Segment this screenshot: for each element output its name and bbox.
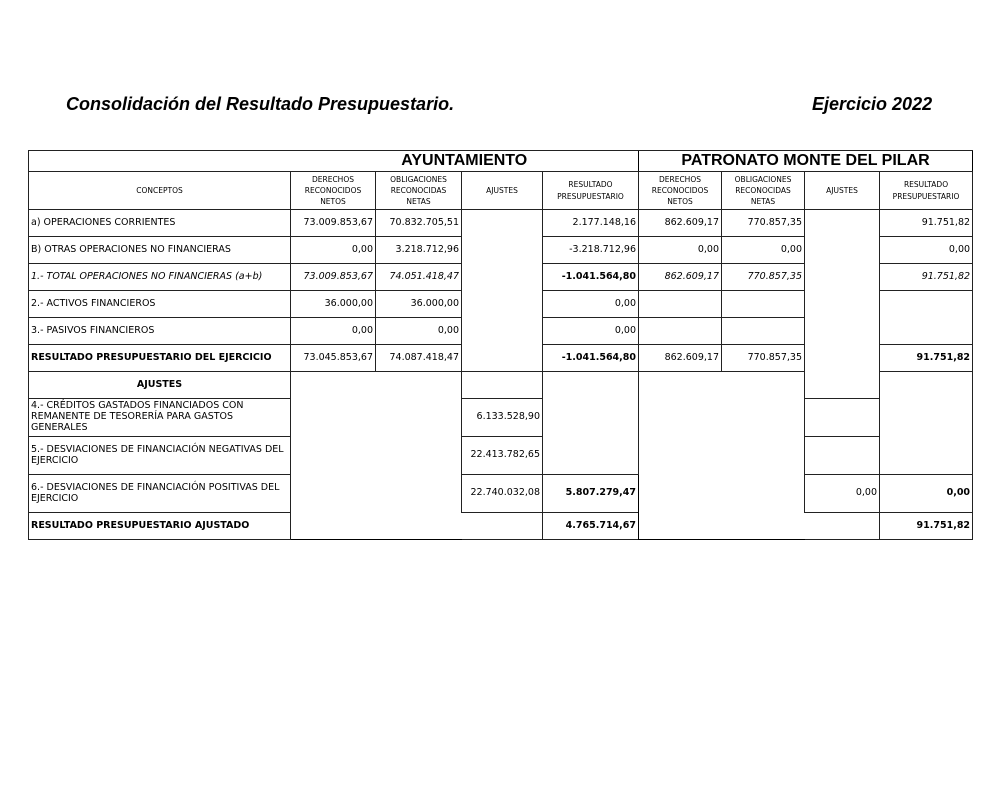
budget-result-table	[28, 150, 973, 540]
cell-empty	[722, 291, 805, 318]
table-row	[29, 475, 973, 513]
col-header-rights-patronato: DERECHOS RECONOCIDOS NETOS	[639, 172, 722, 210]
fiscal-year: Ejercicio 2022	[812, 94, 933, 114]
cell-empty	[639, 318, 722, 345]
cell-value: 862.609,17	[639, 210, 722, 237]
row-label: RESULTADO PRESUPUESTARIO AJUSTADO	[29, 513, 291, 540]
col-header-rights-ayto: DERECHOS RECONOCIDOS NETOS	[291, 172, 376, 210]
row-label: 3.- PASIVOS FINANCIEROS	[29, 318, 291, 345]
cell-value: 91.751,82	[880, 264, 973, 291]
entity-header-blank	[29, 151, 291, 172]
cell-value: 0,00	[722, 237, 805, 264]
table-row	[29, 513, 973, 540]
cell-value: 22.413.782,65	[462, 437, 543, 475]
row-label: 5.- DESVIACIONES DE FINANCIACIÓN NEGATIVAS DEL EJERCICIO	[29, 437, 291, 475]
col-header-adjustments-patronato: AJUSTES	[805, 172, 880, 210]
cell-value: 862.609,17	[639, 264, 722, 291]
row-label: 4.- CRÉDITOS GASTADOS FINANCIADOS CON REMANENTE DE TESORERÍA PARA GASTOS GENERALES	[29, 399, 291, 437]
cell-value: 6.133.528,90	[462, 399, 543, 437]
cell-value: 74.087.418,47	[376, 345, 462, 372]
cell-value: 862.609,17	[639, 345, 722, 372]
cell-value: 91.751,82	[880, 513, 973, 540]
col-header-obligations-patronato: OBLIGACIONES RECONOCIDAS NETAS	[722, 172, 805, 210]
row-label: B) OTRAS OPERACIONES NO FINANCIERAS	[29, 237, 291, 264]
cell-value: 0,00	[543, 291, 639, 318]
cell-value: 73.009.853,67	[291, 210, 376, 237]
cell-value: 70.832.705,51	[376, 210, 462, 237]
cell-value: -3.218.712,96	[543, 237, 639, 264]
row-label: RESULTADO PRESUPUESTARIO DEL EJERCICIO	[29, 345, 291, 372]
cell-value: 73.045.853,67	[291, 345, 376, 372]
cell-value: 74.051.418,47	[376, 264, 462, 291]
cell-empty	[462, 513, 543, 540]
entity-header-ayuntamiento: AYUNTAMIENTO	[291, 151, 639, 172]
cell-empty	[805, 399, 880, 437]
col-header-result-patronato: RESULTADO PRESUPUESTARIO	[880, 172, 973, 210]
row-label: 1.- TOTAL OPERACIONES NO FINANCIERAS (a+b)	[29, 264, 291, 291]
blank-adjustments-patronato	[805, 210, 880, 399]
col-header-concepts: CONCEPTOS	[29, 172, 291, 210]
cell-value: 770.857,35	[722, 210, 805, 237]
cell-value: 91.751,82	[880, 210, 973, 237]
blank-result-ayto	[543, 372, 639, 475]
cell-value: 0,00	[639, 237, 722, 264]
cell-value: 0,00	[291, 237, 376, 264]
cell-value: 22.740.032,08	[462, 475, 543, 513]
cell-empty	[639, 291, 722, 318]
cell-value: 2.177.148,16	[543, 210, 639, 237]
cell-value: 5.807.279,47	[543, 475, 639, 513]
cell-value: 0,00	[805, 475, 880, 513]
cell-value: 0,00	[543, 318, 639, 345]
entity-header-patronato: PATRONATO MONTE DEL PILAR	[639, 151, 973, 172]
cell-value: -1.041.564,80	[543, 264, 639, 291]
cell-empty	[805, 513, 880, 540]
blank-adjustments-ayto-top	[462, 372, 543, 399]
page-title: Consolidación del Resultado Presupuestario.	[66, 94, 455, 114]
cell-empty	[805, 437, 880, 475]
adjustments-section-header: AJUSTES	[29, 372, 291, 399]
cell-value: 73.009.853,67	[291, 264, 376, 291]
cell-value: 0,00	[880, 475, 973, 513]
cell-empty	[880, 291, 973, 345]
table-row	[29, 210, 973, 237]
col-header-result-ayto: RESULTADO PRESUPUESTARIO	[543, 172, 639, 210]
blank-result-patronato	[880, 372, 973, 475]
cell-value: 0,00	[376, 318, 462, 345]
row-label: 2.- ACTIVOS FINANCIEROS	[29, 291, 291, 318]
blank-adjustments-ayto	[462, 210, 543, 372]
cell-value: -1.041.564,80	[543, 345, 639, 372]
cell-value: 3.218.712,96	[376, 237, 462, 264]
cell-value: 770.857,35	[722, 345, 805, 372]
cell-value: 36.000,00	[376, 291, 462, 318]
blank-area-patronato	[639, 372, 805, 540]
cell-value: 91.751,82	[880, 345, 973, 372]
cell-empty	[722, 318, 805, 345]
col-header-adjustments-ayto: AJUSTES	[462, 172, 543, 210]
row-label: a) OPERACIONES CORRIENTES	[29, 210, 291, 237]
cell-value: 0,00	[291, 318, 376, 345]
col-header-obligations-ayto: OBLIGACIONES RECONOCIDAS NETAS	[376, 172, 462, 210]
cell-value: 0,00	[880, 237, 973, 264]
blank-area-ayto	[291, 372, 462, 540]
cell-value: 36.000,00	[291, 291, 376, 318]
table-row	[29, 399, 973, 437]
table-row	[29, 437, 973, 475]
row-label: 6.- DESVIACIONES DE FINANCIACIÓN POSITIVAS DEL EJERCICIO	[29, 475, 291, 513]
cell-value: 4.765.714,67	[543, 513, 639, 540]
cell-value: 770.857,35	[722, 264, 805, 291]
